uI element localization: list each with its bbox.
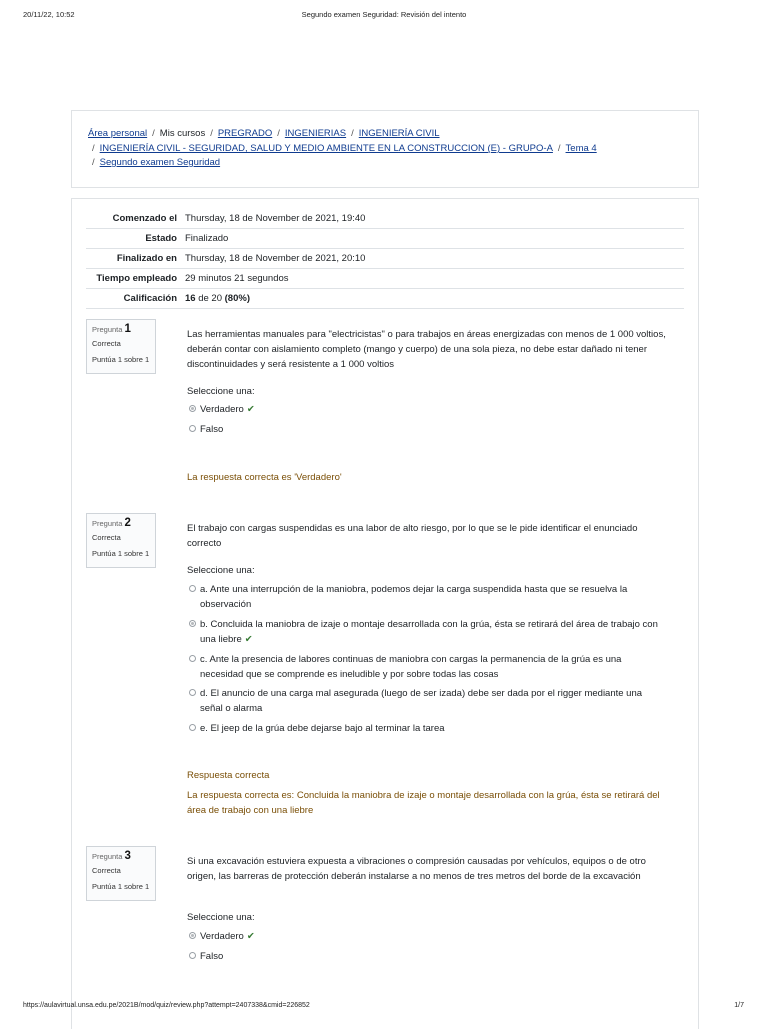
- print-date: 20/11/22, 10:52: [23, 10, 75, 19]
- breadcrumb-separator: /: [277, 128, 280, 139]
- answer-label: a. Ante una interrupción de la maniobra, podemos dejar la carga suspendida hasta que se resuelva la observación: [200, 584, 628, 610]
- check-icon: ✔: [244, 634, 253, 645]
- breadcrumb-tema[interactable]: Tema 4: [565, 143, 597, 154]
- quiz-review: [71, 198, 699, 1029]
- answer-label: Falso: [200, 424, 224, 435]
- summary-value: Thursday, 18 de November de 2021, 20:10: [185, 253, 366, 264]
- feedback-status: Respuesta correcta: [187, 770, 270, 781]
- answer-label: Falso: [200, 951, 224, 962]
- summary-value: [185, 292, 684, 306]
- radio-icon[interactable]: [189, 585, 196, 592]
- summary-label: Finalizado en: [116, 253, 177, 264]
- breadcrumb-pregrado[interactable]: PREGRADO: [217, 128, 273, 139]
- question-info: [86, 846, 156, 901]
- answer-option[interactable]: [189, 582, 659, 612]
- answer-option[interactable]: [189, 929, 659, 944]
- breadcrumb-separator: /: [152, 128, 155, 139]
- summary-label: Tiempo empleado: [96, 273, 177, 284]
- question-label: Pregunta: [92, 852, 123, 861]
- answer-option[interactable]: [189, 686, 659, 716]
- radio-icon[interactable]: [189, 952, 196, 959]
- answer-label: Verdadero: [200, 931, 244, 942]
- check-icon: ✔: [246, 931, 255, 942]
- radio-icon[interactable]: [189, 689, 196, 696]
- question-label: Pregunta: [92, 325, 123, 334]
- summary-row-grade: [86, 289, 684, 309]
- breadcrumb-mis-cursos: Mis cursos: [159, 128, 206, 139]
- answer-label: d. El anuncio de una carga mal asegurada (luego de ser izada) debe ser dada por el rigger mediante una señal o alarma: [200, 688, 643, 714]
- answer-label: e. El jeep de la grúa debe dejarse bajo al terminar la tarea: [200, 723, 445, 734]
- breadcrumb-separator: /: [351, 128, 354, 139]
- radio-icon[interactable]: [189, 655, 196, 662]
- breadcrumb-separator: /: [210, 128, 213, 139]
- answer-option[interactable]: [189, 721, 659, 736]
- radio-icon[interactable]: [189, 405, 196, 412]
- print-title: Segundo examen Seguridad: Revisión del intento: [301, 10, 467, 19]
- radio-icon[interactable]: [189, 932, 196, 939]
- answer-option[interactable]: [189, 652, 659, 682]
- summary-value: Thursday, 18 de November de 2021, 19:40: [185, 213, 366, 224]
- breadcrumb-area-personal[interactable]: Área personal: [88, 128, 148, 139]
- answer-label: b. Concluida la maniobra de izaje o montaje desarrollada con la grúa, ésta se retirará del área de trabajo con una liebre: [200, 619, 658, 645]
- radio-icon[interactable]: [189, 724, 196, 731]
- breadcrumb-course[interactable]: INGENIERÍA CIVIL - SEGURIDAD, SALUD Y MEDIO AMBIENTE EN LA CONSTRUCCION (E) - GRUPO-A: [99, 143, 553, 154]
- question-number: 3: [124, 850, 131, 862]
- answer-label: c. Ante la presencia de labores continuas de maniobra con cargas la permanencia de la grúa es una necesidad que se comprende es ineludible y por sobre todas las cosas: [200, 654, 622, 680]
- question-info: [86, 319, 156, 374]
- radio-icon[interactable]: [189, 620, 196, 627]
- summary-label: Calificación: [123, 293, 177, 304]
- question-text: El trabajo con cargas suspendidas es una labor de alto riesgo, por lo que se le pide identificar el enunciado correcto: [187, 523, 638, 549]
- breadcrumb-separator: /: [557, 143, 561, 154]
- summary-value: 29 minutos 21 segundos: [185, 273, 289, 284]
- question-grade: Puntúa 1 sobre 1: [92, 882, 150, 891]
- answer-label: Verdadero: [200, 404, 244, 415]
- question-number: 1: [124, 323, 131, 335]
- question-text: Las herramientas manuales para "electricistas" o para trabajos en áreas energizadas con menos de 1 000 voltios, deberán contar con aislamiento completo (mango y cuerpo) de una sola pieza, no debe estar dañado ni tener discontinuidades y será resistente a 1 000 voltios: [187, 329, 666, 370]
- summary-row-state: [86, 229, 684, 249]
- breadcrumb-separator: /: [92, 143, 95, 154]
- correct-answer-feedback: La respuesta correcta es 'Verdadero': [187, 472, 342, 483]
- answer-prompt: Seleccione una:: [187, 386, 255, 397]
- question-state: Correcta: [92, 533, 121, 542]
- summary-row-started: [86, 209, 684, 229]
- answer-option[interactable]: [189, 949, 659, 964]
- attempt-summary-table: [86, 209, 684, 309]
- summary-value: Finalizado: [185, 233, 229, 244]
- breadcrumb-separator: /: [92, 157, 95, 168]
- question-number: 2: [124, 517, 131, 529]
- breadcrumb-line-1: [88, 128, 440, 140]
- print-url: https://aulavirtual.unsa.edu.pe/2021B/mod/quiz/review.php?attempt=2407338&cmid=226852: [23, 1002, 310, 1009]
- check-icon: ✔: [246, 404, 255, 415]
- correct-answer-feedback: La respuesta correcta es: Concluida la maniobra de izaje o montaje desarrollada con la grúa, ésta se retirará del área de trabajo con una liebre: [187, 790, 660, 816]
- summary-label: Estado: [145, 233, 177, 244]
- page-number: 1/7: [734, 1002, 744, 1009]
- answer-option[interactable]: [189, 422, 659, 437]
- summary-label: Comenzado el: [112, 213, 177, 224]
- answer-option[interactable]: [189, 402, 659, 417]
- breadcrumb-quiz[interactable]: Segundo examen Seguridad: [99, 157, 221, 168]
- breadcrumb: [71, 110, 699, 188]
- breadcrumb-ingenierias[interactable]: INGENIERIAS: [284, 128, 347, 139]
- question-grade: Puntúa 1 sobre 1: [92, 549, 150, 558]
- answer-option[interactable]: [189, 617, 659, 647]
- grade-percent: (80%): [224, 293, 250, 304]
- breadcrumb-line-3: [92, 157, 220, 169]
- question-text: Si una excavación estuviera expuesta a vibraciones o compresión causadas por vehículos, equipos o de otro origen, las barreras de protección deberán instalarse a no menos de tres metros del borde de la excavación: [187, 856, 646, 882]
- grade-of: de 20: [195, 293, 225, 304]
- summary-row-finished: [86, 249, 684, 269]
- question-state: Correcta: [92, 339, 121, 348]
- breadcrumb-line-2: [92, 143, 597, 155]
- answer-prompt: Seleccione una:: [187, 565, 255, 576]
- grade-score: 16: [185, 293, 196, 304]
- question-grade: Puntúa 1 sobre 1: [92, 355, 150, 364]
- question-label: Pregunta: [92, 519, 123, 528]
- answer-prompt: Seleccione una:: [187, 912, 255, 923]
- question-info: [86, 513, 156, 568]
- breadcrumb-ingenieria-civil[interactable]: INGENIERÍA CIVIL: [358, 128, 440, 139]
- radio-icon[interactable]: [189, 425, 196, 432]
- question-state: Correcta: [92, 866, 121, 875]
- summary-row-time: [86, 269, 684, 289]
